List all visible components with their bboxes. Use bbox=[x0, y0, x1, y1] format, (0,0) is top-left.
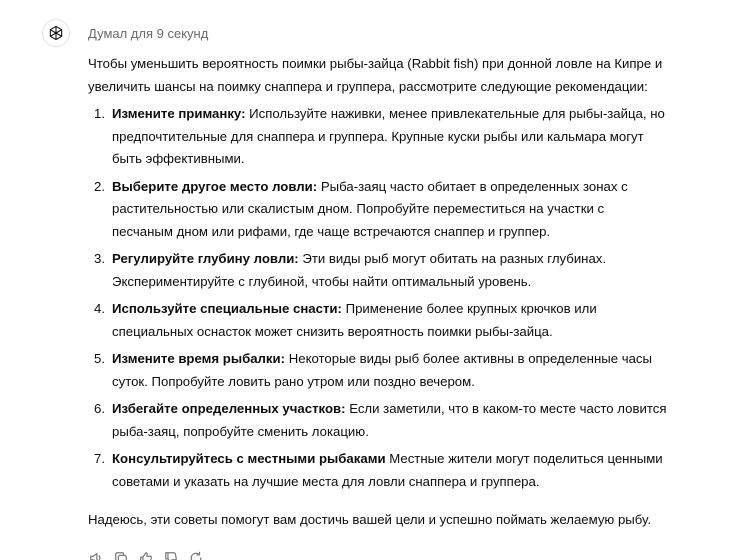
message-actions bbox=[88, 551, 204, 560]
list-item-title: Регулируйте глубину ловли: bbox=[112, 251, 299, 266]
list-item-text: Местные жители могут поделиться ценными советами и указать на лучшие места для ловли снаппера и группера. bbox=[112, 451, 663, 489]
list-item bbox=[88, 248, 668, 293]
read-aloud-button[interactable] bbox=[88, 551, 104, 560]
list-item-number: 1. bbox=[94, 106, 105, 121]
tips-list bbox=[88, 103, 668, 493]
list-item-title: Избегайте определенных участков: bbox=[112, 401, 346, 416]
good-response-button[interactable] bbox=[138, 551, 154, 560]
list-item-number: 4. bbox=[94, 301, 105, 316]
speaker-icon bbox=[89, 551, 103, 560]
list-item-title: Выберите другое место ловли: bbox=[112, 178, 318, 194]
list-item-text: Используйте наживки, менее привлекательные для рыбы-зайца, но предпочтительные для снаппера и группера. Крупные куски рыбы или кальмара могут быть эффективными. bbox=[112, 106, 665, 166]
list-item-number: 2. bbox=[94, 178, 105, 194]
message-outro: Надеюсь, эти советы помогут вам достичь вашей цели и успешно поймать желаемую рыбу. bbox=[88, 512, 651, 527]
list-item bbox=[88, 103, 668, 171]
message-intro: Чтобы уменьшить вероятность поимки рыбы-зайца (Rabbit fish) при донной ловле на Кипре и увеличить шансы на поимку снаппера и группера, рассмотрите следующие рекомендации: bbox=[88, 56, 663, 94]
list-item-title: Измените приманку: bbox=[112, 106, 246, 121]
list-item-title: Консультируйтесь с местными рыбаками bbox=[112, 451, 386, 466]
list-item-text: Некоторые виды рыб более активны в определенные часы суток. Попробуйте ловить рано утром или поздно вечером. bbox=[112, 351, 652, 389]
copy-button[interactable] bbox=[113, 551, 129, 560]
list-item-number: 7. bbox=[94, 451, 105, 466]
list-item-number: 5. bbox=[94, 351, 105, 366]
thought-duration-label[interactable]: Думал для 9 секунд bbox=[88, 26, 209, 41]
list-item-title: Используйте специальные снасти: bbox=[112, 301, 342, 316]
regenerate-button[interactable] bbox=[188, 551, 204, 560]
bad-response-button[interactable] bbox=[163, 551, 179, 560]
list-item-text: Рыба-заяц часто обитает в определенных зонах с растительностью или скалистым дном. Попробуйте переместиться на участки с песчаным дном или рифами, где чаще встречаются снаппер и группер. bbox=[112, 178, 628, 239]
copy-icon bbox=[114, 551, 128, 560]
assistant-avatar bbox=[42, 19, 70, 47]
list-item-text: Применение более крупных крючков или специальных оснасток может снизить вероятность поимки рыбы-зайца. bbox=[112, 301, 597, 339]
list-item-title: Измените время рыбалки: bbox=[112, 351, 286, 366]
list-item bbox=[88, 298, 668, 343]
thumbs-down-icon bbox=[164, 551, 178, 560]
list-item-text: Если заметили, что в каком-то месте часто ловится рыба-заяц, попробуйте сменить локацию. bbox=[112, 401, 667, 439]
regenerate-icon bbox=[189, 551, 203, 560]
list-item-number: 6. bbox=[94, 401, 105, 416]
list-item bbox=[88, 398, 668, 443]
list-item-text: Эти виды рыб могут обитать на разных глубинах. Экспериментируйте с глубиной, чтобы найти оптимальный уровень. bbox=[112, 251, 607, 289]
list-item bbox=[88, 448, 668, 493]
assistant-logo-icon bbox=[47, 24, 65, 42]
list-item-number: 3. bbox=[94, 251, 105, 266]
assistant-message bbox=[88, 53, 668, 532]
list-item bbox=[88, 176, 668, 244]
list-item bbox=[88, 348, 668, 393]
thumbs-up-icon bbox=[139, 551, 153, 560]
